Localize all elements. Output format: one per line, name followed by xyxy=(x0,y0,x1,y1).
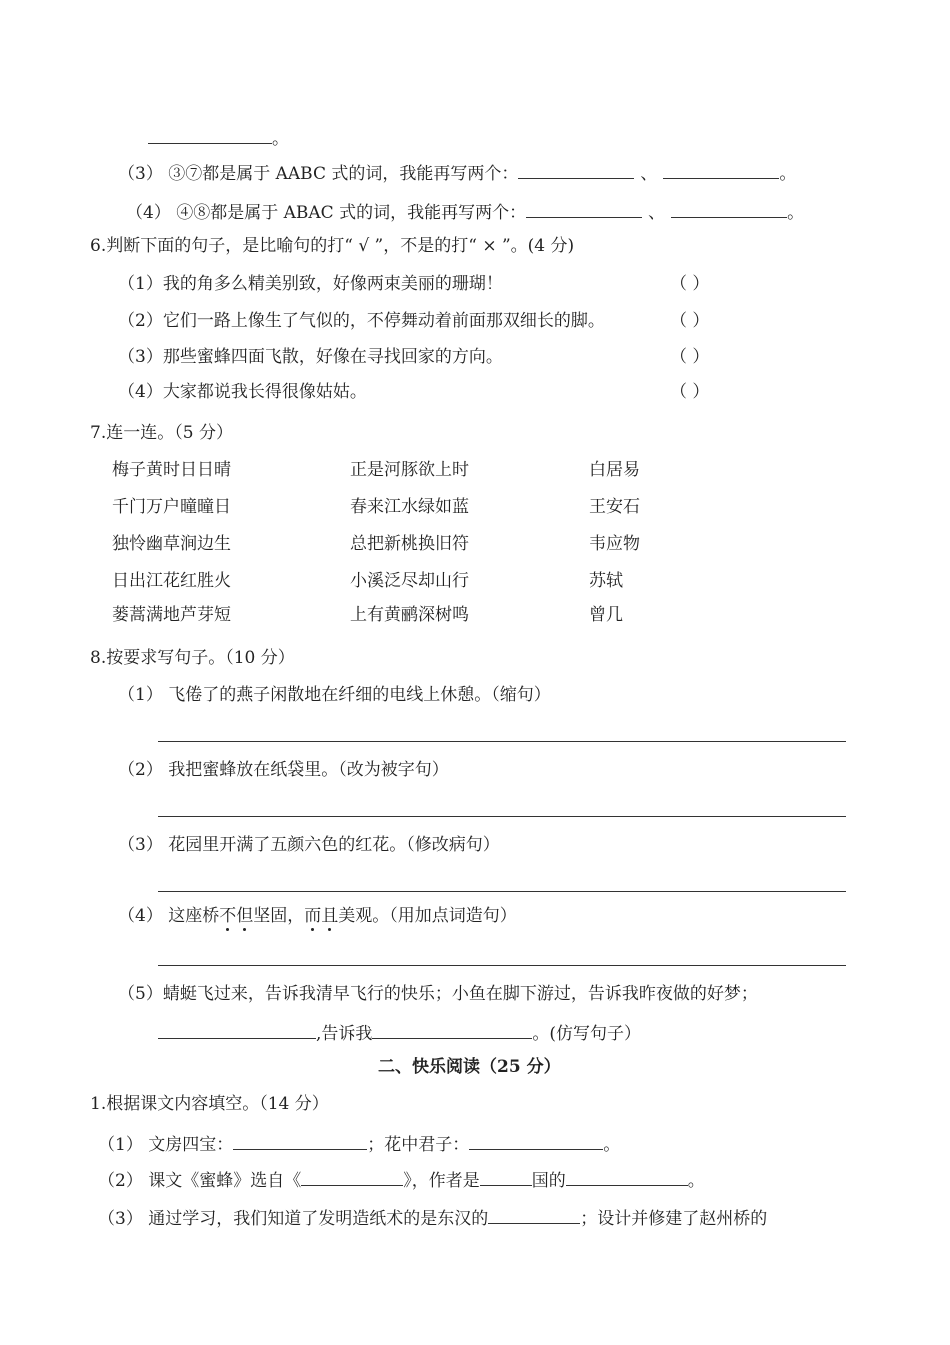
q6-item-4: （4）大家都说我长得很像姑姑。 xyxy=(118,382,367,402)
answer-blank[interactable] xyxy=(480,1170,532,1186)
emphasis-char: 但 xyxy=(236,906,254,926)
q8-item-3: （3） 花园里开满了五颜六色的红花。（修改病句） xyxy=(118,835,500,855)
q6-item-2: （2）它们一路上像生了气似的，不停舞动着前面那双细长的脚。 xyxy=(118,311,605,331)
poem-line[interactable]: 正是河豚欲上时 xyxy=(350,460,469,480)
poet-name[interactable]: 苏轼 xyxy=(589,571,623,591)
answer-paren[interactable]: （ ） xyxy=(670,311,710,331)
q8-item-2: （2） 我把蜜蜂放在纸袋里。（改为被字句） xyxy=(118,760,449,780)
answer-blank[interactable] xyxy=(301,1170,403,1186)
q5-tail: 。 xyxy=(148,128,289,148)
answer-blank[interactable] xyxy=(566,1170,688,1186)
q6-title: 6.判断下面的句子，是比喻句的打“ √ ”，不是的打“ × ”。(4 分) xyxy=(90,236,575,256)
answer-line[interactable] xyxy=(158,741,846,742)
poem-line[interactable]: 蒌蒿满地芦芽短 xyxy=(112,605,231,625)
answer-blank[interactable] xyxy=(469,1134,603,1150)
answer-blank[interactable] xyxy=(526,202,642,218)
poet-name[interactable]: 韦应物 xyxy=(589,534,640,554)
answer-blank[interactable] xyxy=(663,163,779,179)
s2-q1-title: 1.根据课文内容填空。（14 分） xyxy=(90,1094,329,1114)
poem-line[interactable]: 梅子黄时日日晴 xyxy=(112,460,231,480)
section-heading: 二、快乐阅读（25 分） xyxy=(378,1057,561,1077)
answer-blank[interactable] xyxy=(488,1208,580,1224)
q8-item-5-fill: ,告诉我 。(仿写句子） xyxy=(158,1023,641,1043)
s2-item-3: （3） 通过学习，我们知道了发明造纸术的是东汉的 ；设计并修建了赵州桥的 xyxy=(98,1209,768,1229)
q8-title: 8.按要求写句子。（10 分） xyxy=(90,648,295,668)
poem-line[interactable]: 上有黄鹂深树鸣 xyxy=(350,605,469,625)
q8-item-4: （4） 这座桥不但坚固，而且美观。（用加点词造句） xyxy=(118,906,517,926)
q7-title: 7.连一连。（5 分） xyxy=(90,423,233,443)
poet-name[interactable]: 王安石 xyxy=(589,497,640,517)
answer-blank[interactable] xyxy=(372,1023,532,1039)
answer-blank[interactable] xyxy=(671,202,787,218)
answer-blank[interactable] xyxy=(518,163,634,179)
emphasis-char: 而 xyxy=(304,906,322,926)
q5-item-4: （4） ④⑧都是属于 ABAC 式的词，我能再写两个： 、 。 xyxy=(126,203,805,223)
emphasis-char: 且 xyxy=(321,906,339,926)
answer-line[interactable] xyxy=(158,816,846,817)
q6-item-1: （1）我的角多么精美别致，好像两束美丽的珊瑚！ xyxy=(118,274,503,294)
answer-blank[interactable] xyxy=(158,1023,316,1039)
poem-line[interactable]: 千门万户曈曈日 xyxy=(112,497,231,517)
poet-name[interactable]: 曾几 xyxy=(589,605,623,625)
emphasis-char: 不 xyxy=(219,906,237,926)
q8-item-5: （5）蜻蜓飞过来，告诉我清早飞行的快乐；小鱼在脚下游过，告诉我昨夜做的好梦； xyxy=(118,984,758,1004)
q5-item-3: （3） ③⑦都是属于 AABC 式的词，我能再写两个： 、 。 xyxy=(118,164,797,184)
poem-line[interactable]: 独怜幽草涧边生 xyxy=(112,534,231,554)
answer-blank[interactable] xyxy=(148,128,272,144)
answer-blank[interactable] xyxy=(233,1134,367,1150)
poem-line[interactable]: 小溪泛尽却山行 xyxy=(350,571,469,591)
answer-paren[interactable]: （ ） xyxy=(670,382,710,402)
q8-item-1: （1） 飞倦了的燕子闲散地在纤细的电线上休憩。（缩句） xyxy=(118,685,551,705)
s2-item-2: （2） 课文《蜜蜂》选自《 》，作者是 国的 。 xyxy=(98,1171,705,1191)
poet-name[interactable]: 白居易 xyxy=(589,460,640,480)
q6-item-3: （3）那些蜜蜂四面飞散，好像在寻找回家的方向。 xyxy=(118,347,503,367)
answer-line[interactable] xyxy=(158,965,846,966)
answer-paren[interactable]: （ ） xyxy=(670,347,710,367)
poem-line[interactable]: 日出江花红胜火 xyxy=(112,571,231,591)
answer-paren[interactable]: （ ） xyxy=(670,274,710,294)
poem-line[interactable]: 春来江水绿如蓝 xyxy=(350,497,469,517)
s2-item-1: （1） 文房四宝： ；花中君子： 。 xyxy=(98,1135,621,1155)
poem-line[interactable]: 总把新桃换旧符 xyxy=(350,534,469,554)
answer-line[interactable] xyxy=(158,891,846,892)
